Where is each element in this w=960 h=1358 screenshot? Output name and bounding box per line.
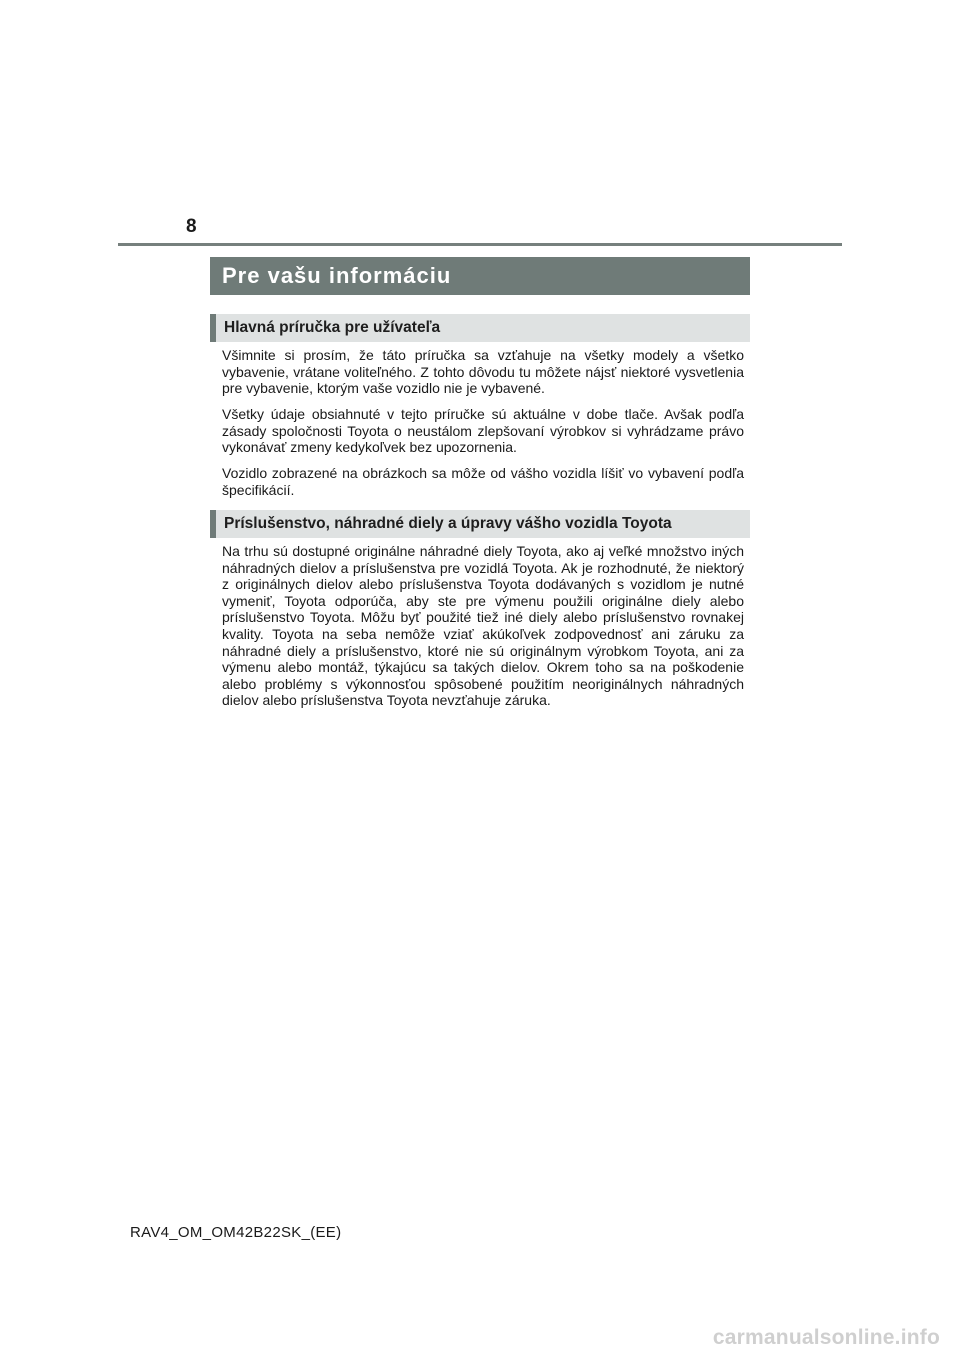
- page-number: 8: [186, 216, 197, 237]
- chapter-title: Pre vašu informáciu: [210, 257, 750, 295]
- watermark: carmanualsonline.info: [712, 1326, 940, 1349]
- document-code: RAV4_OM_OM42B22SK_(EE): [130, 1224, 342, 1241]
- paragraph-spare-parts: Na trhu sú dostupné originálne náhradné diely Toyota, ako aj veľké množstvo iných náhradných dielov a príslušenstva pre vozidlá Toyota. Ak je rozhodnuté, že niektorý z originálnych dielov alebo príslušenstva Toyota dodávaných s vozidlom je nutné vymeniť, Toyota odporúča, aby ste pre výmenu použili originálne diely alebo príslušenstvo Toyota. Môžu byť použité tiež iné diely alebo príslušenstvo rovnakej kvality. Toyota na seba nemôže vziať akúkoľvek zodpovednosť ani záruku za náhradné diely a príslušenstvo, ktoré nie sú originálnym výrobkom Toyota, ani za výmenu alebo montáž, týkajúcu sa takých dielov. Okrem toho sa na poškodenie alebo problémy s výkonnosťou spôsobené použitím neoriginálnych náhradných dielov alebo príslušenstva Toyota nevzťahuje záruka.: [222, 543, 744, 709]
- header-divider: [118, 243, 842, 246]
- paragraph-models-coverage: Všimnite si prosím, že táto príručka sa vzťahuje na všetky modely a všetko vybavenie, vrátane voliteľného. Z tohto dôvodu tu môžete nájsť niektoré vysvetlenia pre vybavenie, ktorým vaše vozidlo nie je vybavené.: [222, 347, 744, 397]
- section-heading-accessories: Príslušenstvo, náhradné diely a úpravy vášho vozidla Toyota: [210, 510, 750, 538]
- section-heading-owners-manual: Hlavná príručka pre užívateľa: [210, 314, 750, 342]
- paragraph-illustrations: Vozidlo zobrazené na obrázkoch sa môže od vášho vozidla líšiť vo vybavení podľa špecifikácií.: [222, 465, 744, 498]
- paragraph-data-accuracy: Všetky údaje obsiahnuté v tejto príručke sú aktuálne v dobe tlače. Avšak podľa zásady spoločnosti Toyota o neustálom zlepšovaní výrobkov si vyhrádzame právo vykonávať zmeny kedykoľvek bez upozornenia.: [222, 406, 744, 456]
